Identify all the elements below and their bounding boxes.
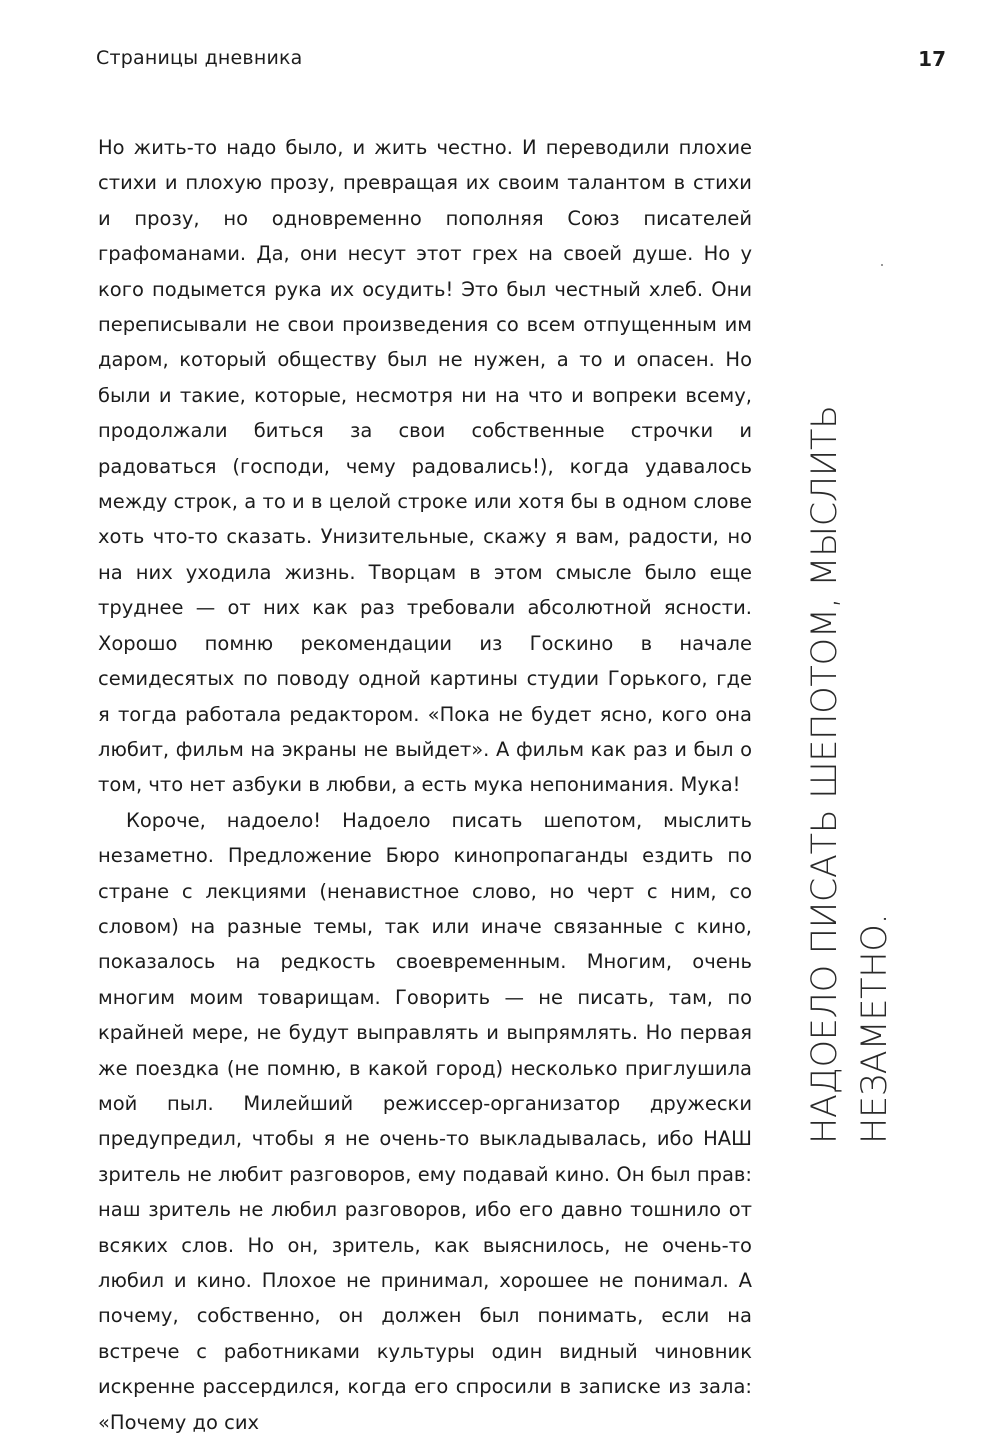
pullquote — [800, 358, 900, 1144]
paragraph-1: Но жить-то надо было, и жить честно. И переводили плохие стихи и плохую прозу, превращая их своим талантом в стихи и прозу, но одновременно пополняя Союз писателей графоманами. Да, они несут этот грех на своей душе. Но у кого подымется рука их осудить! Это был честный хлеб. Они переписывали не свои произведения со всем отпущенным им даром, который обществу был не нужен, а то и опасен. Но были и такие, которые, несмотря ни на что и вопреки всему, продолжали биться за свои собственные строчки и радоваться (господи, чему радовались!), когда удавалось между строк, а то и в целой строке или хотя бы в одном слове хоть что-то сказать. Унизительные, скажу я вам, радости, но на них уходила жизнь. Творцам в этом смысле было еще труднее — от них как раз требовали абсолютной ясности. Хорошо помню рекомендации из Госкино в начале семидесятых по поводу одной картины студии Горького, где я тогда работала редактором. «Пока не будет ясно, кого она любит, фильм на экраны не выйдет». А фильм как раз и был о том, что нет азбуки в любви, а есть мука непонимания. Мука! — [98, 136, 752, 797]
paragraph-2: Короче, надоело! Надоело писать шепотом, мыслить незаметно. Предложение Бюро кинопропаганды ездить по стране с лекциями (ненавистное слово, но черт с ним, со словом) на разные темы, так или иначе связанные с кино, показалось на редкость своевременным. Многим, очень многим моим товарищам. Говорить — не писать, там, по крайней мере, не будут выправлять и выпрямлять. Но первая же поездка (не помню, в какой город) несколько приглушила мой пыл. Милейший режиссер-организатор дружески предупредил, чтобы я не очень-то выкладывалась, ибо НАШ зритель не любит разговоров, ему подавай кино. Он был прав: наш зритель не любил разговоров, ибо его давно тошнило от всяких слов. Но он, зритель, как выяснилось, не очень-то любил и кино. Плохое не принимал, хорошее не понимал. А почему, собственно, он должен был понимать, если на встрече с работниками культуры один видный чиновник искренне рассердился, когда его спросили в записке из зала: «Почему до сих — [98, 808, 752, 1434]
pullquote-line-2: НЕЗАМЕТНО. — [855, 913, 895, 1144]
running-header: Страницы дневника — [96, 47, 303, 69]
page-number: 17 — [918, 47, 946, 71]
body-text — [98, 130, 752, 1440]
decorative-dot — [881, 264, 883, 266]
pullquote-line-1: НАДОЕЛО ПИСАТЬ ШЕПОТОМ, МЫСЛИТЬ — [805, 405, 845, 1144]
